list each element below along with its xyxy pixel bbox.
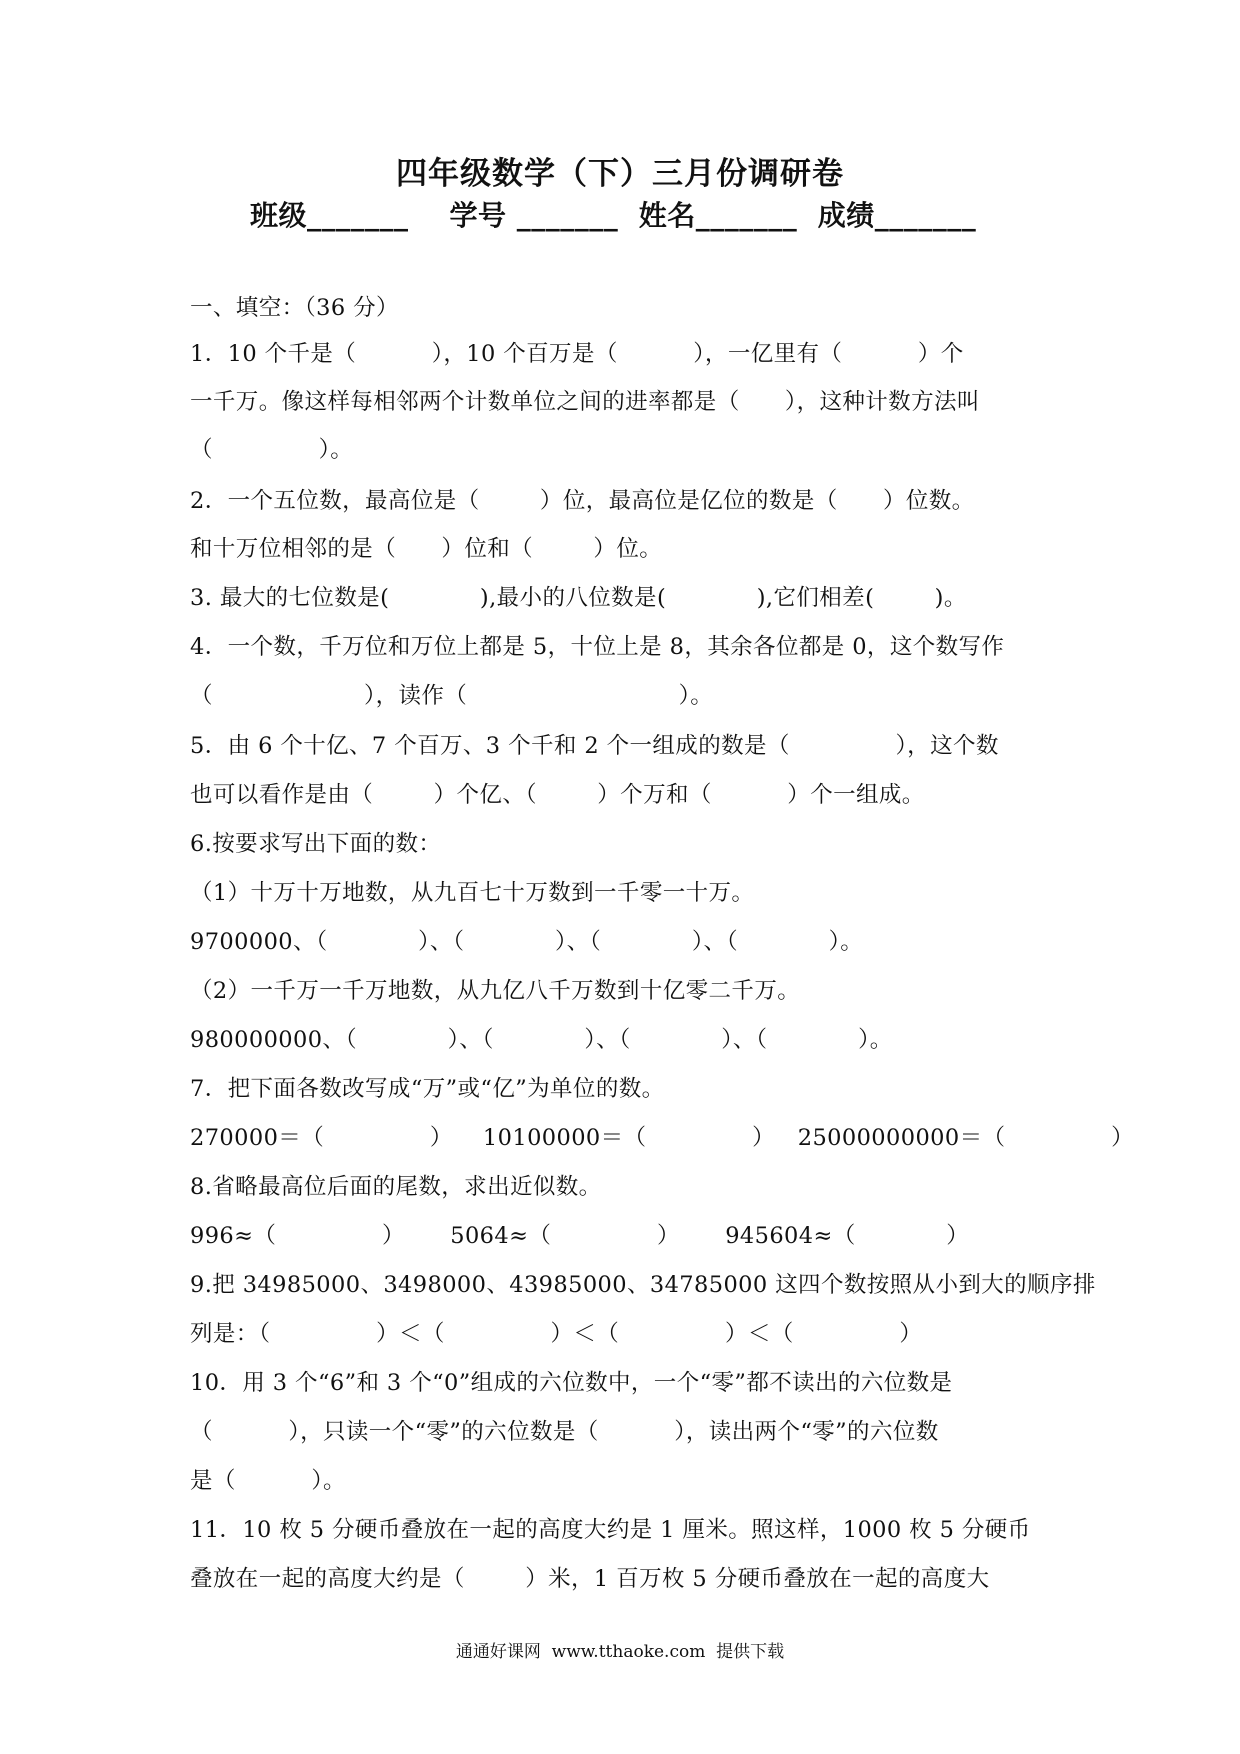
question-line: 980000000、（ ）、（ ）、（ ）、（ ）。 <box>190 1027 893 1053</box>
question-line: 9.把 34985000、3498000、43985000、34785000 这四个数按照从小到大的顺序排 <box>190 1272 1096 1298</box>
question-line: 8.省略最高位后面的尾数，求出近似数。 <box>190 1174 602 1200</box>
question-line: 10．用 3 个“6”和 3 个“0”组成的六位数中，一个“零”都不读出的六位数是 <box>190 1370 953 1396</box>
question-line: 6.按要求写出下面的数： <box>190 831 442 857</box>
question-line: （ ），读作（ ）。 <box>190 683 714 709</box>
question-line: 4．一个数，千万位和万位上都是 5，十位上是 8，其余各位都是 0，这个数写作 <box>190 634 1005 660</box>
question-line: 11．10 枚 5 分硬币叠放在一起的高度大约是 1 厘米。照这样，1000 枚 5 分硬币 <box>190 1517 1031 1543</box>
question-line: 270000＝（ ） 10100000＝（ ） 25000000000＝（ ） <box>190 1125 1135 1151</box>
question-line: 一千万。像这样每相邻两个计数单位之间的进率都是（ ），这种计数方法叫 <box>190 389 980 415</box>
question-line: （ ），只读一个“零”的六位数是（ ），读出两个“零”的六位数 <box>190 1419 939 1445</box>
question-line: 996≈（ ） 5064≈（ ） 945604≈（ ） <box>190 1223 970 1249</box>
question-line: 3. 最大的七位数是( ),最小的八位数是( ),它们相差( )。 <box>190 585 967 611</box>
question-line: 列是：（ ）＜（ ）＜（ ）＜（ ） <box>190 1321 923 1347</box>
student-info-line: 班级_______ 学号 _______ 姓名_______ 成绩_______ <box>250 199 977 232</box>
question-line: 5．由 6 个十亿、7 个百万、3 个千和 2 个一组成的数是（ ），这个数 <box>190 733 999 759</box>
question-line: 9700000、（ ）、（ ）、（ ）、（ ）。 <box>190 929 864 955</box>
question-line: （1）十万十万地数，从九百七十万数到一千零一十万。 <box>190 880 755 906</box>
question-line: 1．10 个千是（ ），10 个百万是（ ），一亿里有（ ）个 <box>190 341 964 367</box>
question-line: （ ）。 <box>190 437 354 463</box>
question-line: 2．一个五位数，最高位是（ ）位，最高位是亿位的数是（ ）位数。 <box>190 488 975 514</box>
download-footer: 通通好课网 www.tthaoke.com 提供下载 <box>455 1642 785 1662</box>
section-heading-fill-blank: 一、填空：（36 分） <box>190 295 399 321</box>
question-line: 7．把下面各数改写成“万”或“亿”为单位的数。 <box>190 1076 665 1102</box>
question-line: 和十万位相邻的是（ ）位和（ ）位。 <box>190 536 663 562</box>
question-line: 是（ ）。 <box>190 1468 346 1494</box>
question-line: 叠放在一起的高度大约是（ ）米，1 百万枚 5 分硬币叠放在一起的高度大 <box>190 1566 990 1592</box>
question-line: （2）一千万一千万地数，从九亿八千万数到十亿零二千万。 <box>190 978 801 1004</box>
exam-title: 四年级数学（下）三月份调研卷 <box>396 156 844 192</box>
question-line: 也可以看作是由（ ）个亿、（ ）个万和（ ）个一组成。 <box>190 782 925 808</box>
